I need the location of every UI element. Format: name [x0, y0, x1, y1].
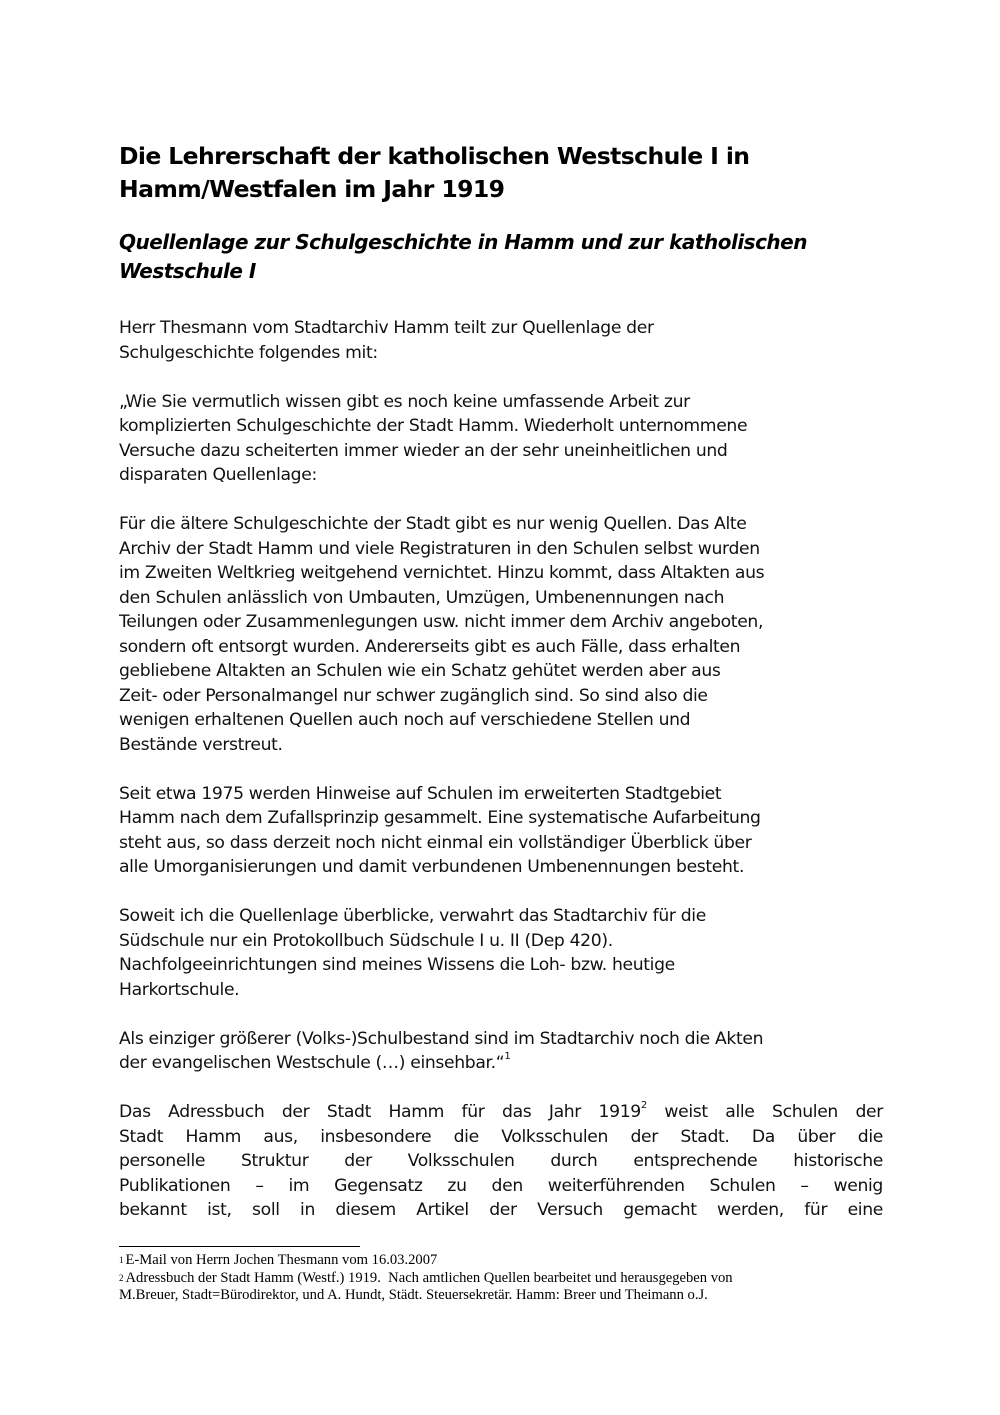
- footnote-number: 2: [119, 1272, 124, 1283]
- footnotes-section: [119, 1246, 899, 1305]
- document-body: [119, 140, 883, 1223]
- text-line: alle Umorganisierungen und damit verbundenen Umbenennungen besteht.: [119, 857, 745, 877]
- paragraph-quote-4: [119, 904, 883, 1002]
- footnote-2: [119, 1270, 899, 1288]
- heading-line: Westschule I: [119, 259, 256, 283]
- paragraph-quote-3: [119, 782, 883, 880]
- paragraph-adressbuch: [119, 1100, 883, 1223]
- text-line: Als einziger größerer (Volks-)Schulbestand sind im Stadtarchiv noch die Akten: [119, 1028, 764, 1049]
- text-line: [119, 1051, 883, 1076]
- text-line: Südschule nur ein Protokollbuch Südschule I u. II (Dep 420).: [119, 930, 613, 951]
- footnote-2-continued: [119, 1287, 899, 1305]
- text-line: Schulgeschichte folgendes mit:: [119, 342, 378, 363]
- text-fragment: Das Adressbuch der Stadt Hamm für das Jahr 1919: [119, 1102, 641, 1122]
- text-line: steht aus, so dass derzeit noch nicht einmal ein vollständiger Überblick über: [119, 832, 752, 853]
- text-line: „Wie Sie vermutlich wissen gibt es noch keine umfassende Arbeit zur: [119, 391, 690, 412]
- text-fragment: der evangelischen Westschule (…) einsehbar.“: [119, 1053, 505, 1073]
- paragraph-intro: [119, 316, 883, 365]
- text-line: Stadt Hamm aus, insbesondere die Volksschulen der Stadt. Da über die: [119, 1126, 883, 1147]
- footnote-text: E-Mail von Herrn Jochen Thesmann vom 16.03.2007: [125, 1252, 438, 1268]
- footnote-number: 1: [119, 1255, 124, 1265]
- title-line: Die Lehrerschaft der katholischen Westschule I in: [119, 142, 750, 170]
- section-heading: [119, 228, 883, 286]
- paragraph-quote-1: [119, 390, 883, 488]
- text-line: Hamm nach dem Zufallsprinzip gesammelt. Eine systematische Aufarbeitung: [119, 808, 761, 828]
- paragraph-quote-5: [119, 1027, 883, 1076]
- text-line: den Schulen anlässlich von Umbauten, Umzügen, Umbenennungen nach: [119, 587, 725, 608]
- text-line: bekannt ist, soll in diesem Artikel der Versuch gemacht werden, für eine: [119, 1200, 883, 1220]
- text-line: gebliebene Altakten an Schulen wie ein Schatz gehütet werden aber aus: [119, 661, 721, 681]
- text-line: Versuche dazu scheiterten immer wieder an der sehr uneinheitlichen und: [119, 440, 728, 461]
- text-line: Publikationen – im Gegensatz zu den weiterführenden Schulen – wenig: [119, 1175, 883, 1196]
- footnote-text: Adressbuch der Stadt Hamm (Westf.) 1919. Nach amtlichen Quellen bearbeitet und herausgegeben von: [125, 1269, 733, 1286]
- text-line: wenigen erhaltenen Quellen auch noch auf verschiedene Stellen und: [119, 710, 691, 730]
- text-line: Seit etwa 1975 werden Hinweise auf Schulen im erweiterten Stadtgebiet: [119, 783, 722, 804]
- text-line: disparaten Quellenlage:: [119, 465, 317, 485]
- text-line: Herr Thesmann vom Stadtarchiv Hamm teilt zur Quellenlage der: [119, 318, 654, 338]
- footnote-reference-1[interactable]: 1: [504, 1051, 511, 1062]
- text-line: Harkortschule.: [119, 979, 240, 1000]
- text-line: komplizierten Schulgeschichte der Stadt Hamm. Wiederholt unternommene: [119, 416, 748, 436]
- text-fragment: weist alle Schulen der: [646, 1102, 883, 1122]
- text-line: Soweit ich die Quellenlage überblicke, verwahrt das Stadtarchiv für die: [119, 906, 706, 926]
- footnote-separator: [119, 1246, 360, 1247]
- text-line: Archiv der Stadt Hamm und viele Registraturen in den Schulen selbst wurden: [119, 538, 760, 559]
- text-line: im Zweiten Weltkrieg weitgehend vernichtet. Hinzu kommt, dass Altakten aus: [119, 563, 765, 583]
- text-line: sondern oft entsorgt wurden. Andererseits gibt es auch Fälle, dass erhalten: [119, 636, 741, 657]
- text-line: Nachfolgeeinrichtungen sind meines Wissens die Loh- bzw. heutige: [119, 955, 675, 975]
- text-line: Bestände verstreut.: [119, 734, 283, 755]
- text-line: personelle Struktur der Volksschulen durch entsprechende historische: [119, 1151, 883, 1171]
- heading-line: Quellenlage zur Schulgeschichte in Hamm und zur katholischen: [119, 230, 807, 254]
- paragraph-quote-2: [119, 512, 883, 757]
- footnote-1: [119, 1252, 899, 1270]
- text-line: Teilungen oder Zusammenlegungen usw. nicht immer dem Archiv angeboten,: [119, 612, 764, 632]
- text-line: [119, 1100, 883, 1125]
- footnote-reference-2[interactable]: 2: [640, 1100, 647, 1111]
- title-line: Hamm/Westfalen im Jahr 1919: [119, 175, 505, 203]
- footnote-text: M.Breuer, Stadt=Bürodirektor, und A. Hundt, Städt. Steuersekretär. Hamm: Breer und Theimann o.J.: [119, 1287, 708, 1303]
- text-line: Für die ältere Schulgeschichte der Stadt gibt es nur wenig Quellen. Das Alte: [119, 514, 747, 534]
- text-line: Zeit- oder Personalmangel nur schwer zugänglich sind. So sind also die: [119, 685, 708, 706]
- document-title: [119, 140, 883, 206]
